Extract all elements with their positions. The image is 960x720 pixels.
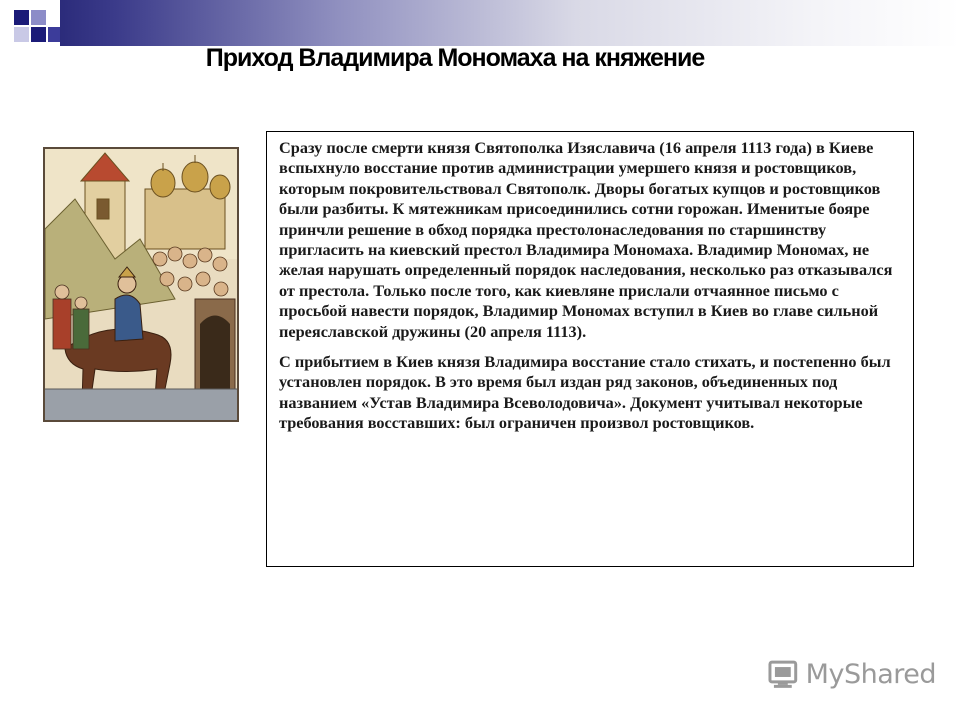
decor-square [14,10,29,25]
decor-square [48,27,60,42]
watermark-text: MyShared [805,658,936,690]
decor-square [14,27,29,42]
decor-square [31,10,46,25]
paragraph-uprising: Сразу после смерти князя Святополка Изяславича (16 апреля 1113 года) в Киеве вспыхнуло восстание против администрации умершего князя и ростовщиков, которым покровительствовал Святополк. Дворы богатых купцов и ростовщиков были разбиты. К мятежникам присоединились сотни горожан. Именитые бояре принчли решение в обход порядка престолонаследования по старшинству пригласить на киевский престол Владимира Мономаха. Владимир Мономах, не желая нарушать определенный порядок наследования, несколько раз отказывался от престола. Только после того, как киевляне прислали отчаянное письмо с просьбой навести порядок, Владимир Мономах вступил в Киев во главе сильной переяславской дружины (20 апреля 1113). [279,138,893,341]
chronicle-miniature-image [43,147,239,422]
paragraph-order-restored: С прибытием в Киев князя Владимира восстание стало стихать, и постепенно был установлен порядок. В это время был издан ряд законов, объединенных под названием «Устав Владимира Всеволодовича». Документ учитывал некоторые требования восставших: был ограничен произвол ростовщиков. [279,352,891,433]
myshared-watermark [766,654,936,694]
decor-square [31,27,46,42]
miniature-illustration [45,149,237,420]
main-text-box [266,131,914,567]
slide-title: Приход Владимира Мономаха на княжение [205,44,705,72]
top-decorative-band [0,0,960,46]
myshared-logo-icon [766,659,800,689]
